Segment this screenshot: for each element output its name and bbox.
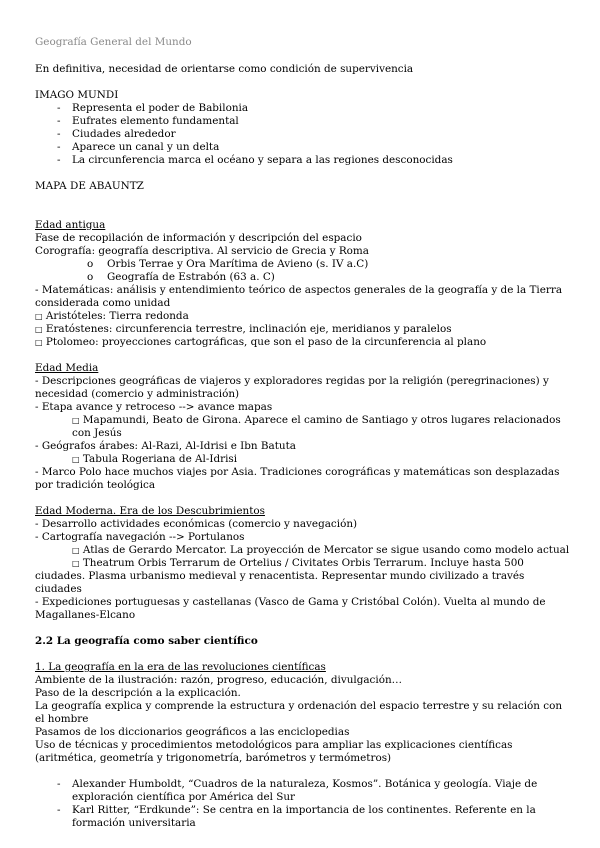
square-bullet-icon: □	[35, 325, 43, 334]
rev-line: La geografía explica y comprende la estructura y ordenación del espacio terrestre y su relación con el hombre	[35, 700, 563, 725]
circle-bullet-icon: o	[87, 271, 94, 283]
square-bullet-icon: □	[35, 312, 43, 321]
document-header: Geografía General del Mundo	[35, 36, 192, 48]
list-item: o Orbis Terrae y Ora Marítima de Avieno (s. IV a.C)	[87, 258, 369, 270]
list-item: - La circunferencia marca el océano y separa a las regiones desconocidas	[35, 154, 570, 167]
square-bullet-icon: □	[72, 546, 80, 555]
imago-list	[35, 102, 570, 167]
list-item: - Eufrates elemento fundamental	[35, 115, 570, 128]
square-bullet-icon: □	[35, 338, 43, 347]
rev-list	[35, 778, 570, 830]
media-heading: Edad Media	[35, 362, 99, 374]
list-item: □ Eratóstenes: circunferencia terrestre, inclinación eje, meridianos y paralelos	[35, 323, 452, 335]
list-item: □ Ptolomeo: proyecciones cartográficas, que son el paso de la circunferencia al plano	[35, 336, 487, 348]
list-item: □ Mapamundi, Beato de Girona. Aparece el camino de Santiago y otros lugares relacionados con Jesús	[72, 414, 561, 439]
antigua-line: Corografía: geografía descriptiva. Al servicio de Grecia y Roma	[35, 245, 369, 257]
antigua-line: Fase de recopilación de información y descripción del espacio	[35, 232, 362, 244]
intro-text: En definitiva, necesidad de orientarse como condición de supervivencia	[35, 63, 414, 75]
abauntz-title: MAPA DE ABAUNTZ	[35, 180, 144, 192]
rev-line: Uso de técnicas y procedimientos metodológicos para ampliar las explicaciones científicas (aritmética, geometría y trigonometría, barómetros y termómetros)	[35, 739, 513, 764]
media-line: - Marco Polo hace muchos viajes por Asia. Tradiciones corográficas y matemáticas son desplazadas por tradición teológica	[35, 466, 560, 491]
list-item: - Karl Ritter, “Erdkunde”: Se centra en la importancia de los continentes. Referente en la formación universitaria	[35, 804, 570, 830]
list-item: □ Atlas de Gerardo Mercator. La proyección de Mercator se sigue usando como modelo actual	[72, 544, 570, 556]
list-item: o Geografía de Estrabón (63 a. C)	[87, 271, 275, 283]
list-item: - Alexander Humboldt, “Cuadros de la naturaleza, Kosmos”. Botánica y geología. Viaje de exploración científica por América del Sur	[35, 778, 570, 804]
square-bullet-icon: □	[72, 559, 80, 568]
antigua-heading: Edad antigua	[35, 219, 106, 231]
rev-line: Pasamos de los diccionarios geográficos a las enciclopedias	[35, 726, 350, 738]
imago-title: IMAGO MUNDI	[35, 89, 119, 101]
section-heading: 2.2 La geografía como saber científico	[35, 635, 258, 647]
moderna-line: - Expediciones portuguesas y castellanas (Vasco de Gama y Cristóbal Colón). Vuelta al mundo de Magallanes-Elcano	[35, 596, 546, 621]
document-page	[35, 36, 570, 830]
media-line: - Descripciones geográficas de viajeros y exploradores regidas por la religión (peregrinaciones) y necesidad (comercio y administración)	[35, 375, 549, 400]
list-item: □ Theatrum Orbis Terrarum de Ortelius / Civitates Orbis Terrarum. Incluye hasta 500 ciudades. Plasma urbanismo medieval y renacentista. Representar mundo civilizado a través ciudades	[35, 557, 525, 595]
rev-line: Ambiente de la ilustración: razón, progreso, educación, divulgación…	[35, 674, 403, 686]
rev-heading: 1. La geografía en la era de las revoluciones científicas	[35, 661, 326, 673]
rev-line: Paso de la descripción a la explicación.	[35, 687, 241, 699]
list-item: □ Tabula Rogeriana de Al-Idrisi	[72, 453, 238, 465]
square-bullet-icon: □	[72, 416, 80, 425]
moderna-line: - Desarrollo actividades económicas (comercio y navegación)	[35, 518, 358, 530]
circle-bullet-icon: o	[87, 258, 94, 270]
media-line: - Geógrafos árabes: Al-Razi, Al-Idrisi e Ibn Batuta	[35, 440, 296, 452]
list-item: - Aparece un canal y un delta	[35, 141, 570, 154]
media-line: - Etapa avance y retroceso --> avance mapas	[35, 401, 273, 413]
list-item: □ Aristóteles: Tierra redonda	[35, 310, 189, 322]
antigua-line: - Matemáticas: análisis y entendimiento teórico de aspectos generales de la geografía y de la Tierra considerada como unidad	[35, 284, 563, 309]
list-item: - Ciudades alrededor	[35, 128, 570, 141]
moderna-heading: Edad Moderna. Era de los Descubrimientos	[35, 505, 265, 517]
list-item: - Representa el poder de Babilonia	[35, 102, 570, 115]
square-bullet-icon: □	[72, 455, 80, 464]
moderna-line: - Cartografía navegación --> Portulanos	[35, 531, 245, 543]
